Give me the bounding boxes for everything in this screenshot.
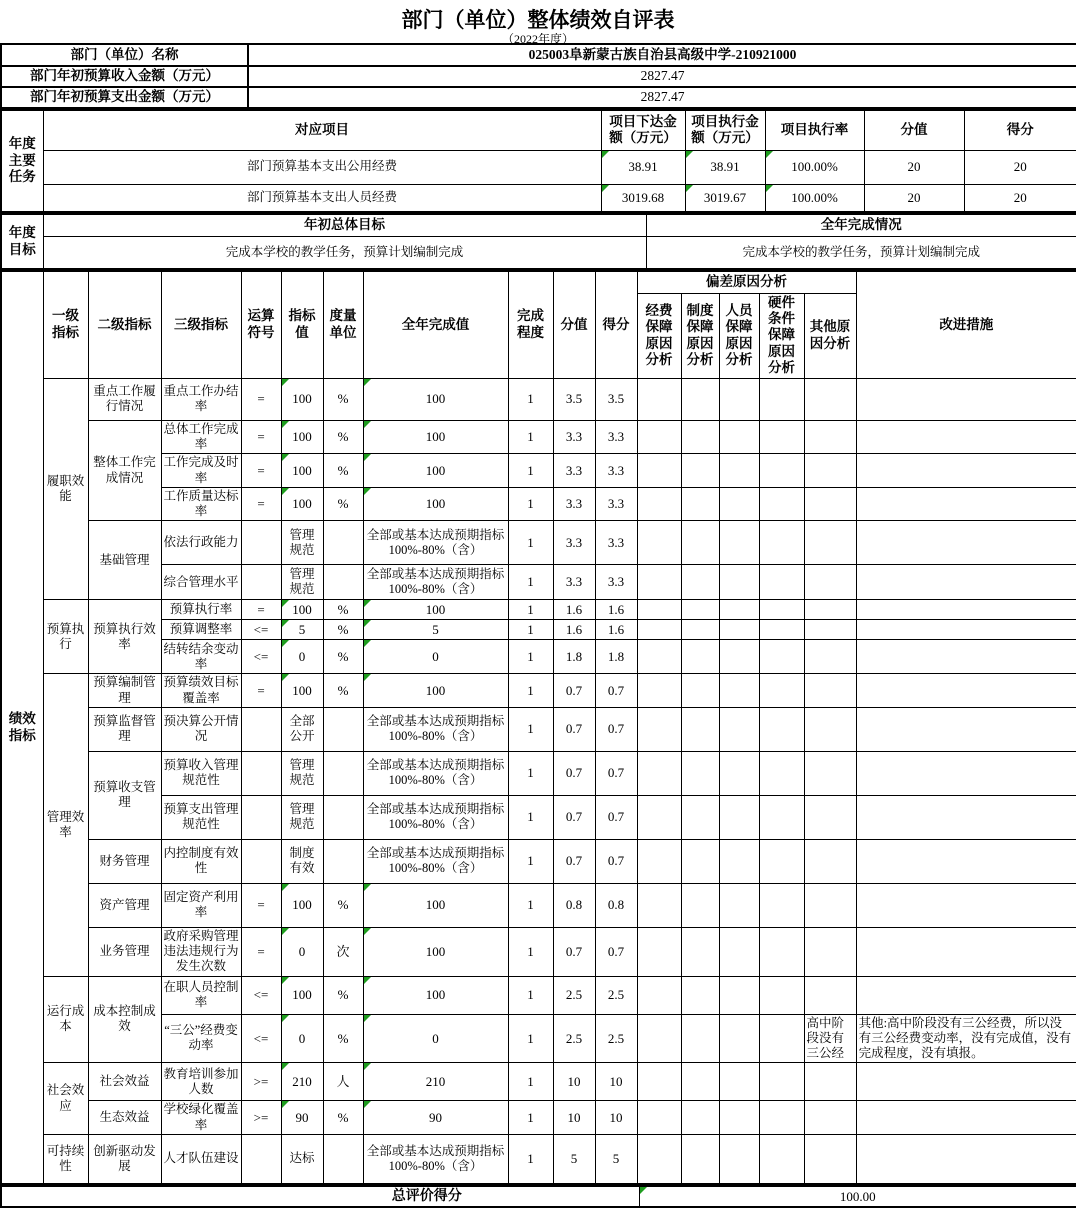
task-project: 部门预算基本支出公用经费 (43, 150, 601, 184)
indicator-l2: 业务管理 (88, 927, 161, 976)
indicator-score: 10 (595, 1063, 637, 1101)
indicator-dev-fund (637, 378, 681, 420)
task-project: 部门预算基本支出人员经费 (43, 184, 601, 212)
indicator-improvement (856, 454, 1076, 488)
indicator-op (241, 521, 281, 565)
col-header-dev-system: 制度保障原因分析 (681, 293, 719, 378)
annual-goals-table (0, 213, 1076, 270)
task-rate: 100.00% (765, 150, 864, 184)
col-header-l2: 二级指标 (88, 271, 161, 378)
indicator-dev-staff (719, 378, 759, 420)
task-executed: 38.91 (685, 150, 765, 184)
indicator-score: 0.7 (595, 751, 637, 795)
indicator-points: 0.7 (553, 674, 595, 708)
indicator-improvement (856, 751, 1076, 795)
indicator-unit: % (323, 487, 363, 521)
indicator-score: 0.7 (595, 707, 637, 751)
indicator-degree: 1 (508, 707, 553, 751)
indicator-degree: 1 (508, 1063, 553, 1101)
indicator-value: 全部或基本达成预期指标100%-80%（含） (363, 839, 508, 883)
col-header-dev-other: 其他原因分析 (804, 293, 856, 378)
indicator-dev-other (804, 378, 856, 420)
indicator-points: 3.3 (553, 487, 595, 521)
indicator-l3: 预算调整率 (161, 620, 241, 640)
indicator-score: 1.8 (595, 640, 637, 674)
indicator-unit: 次 (323, 927, 363, 976)
indicator-l2: 创新驱动发展 (88, 1134, 161, 1184)
indicator-op (241, 751, 281, 795)
indicator-degree: 1 (508, 1101, 553, 1135)
indicator-op: <= (241, 976, 281, 1014)
task-score: 20 (964, 150, 1076, 184)
indicator-target: 100 (281, 454, 323, 488)
indicator-score: 3.3 (595, 454, 637, 488)
indicator-l3: 预算支出管理规范性 (161, 795, 241, 839)
indicator-l3: 总体工作完成率 (161, 420, 241, 454)
indicator-unit (323, 751, 363, 795)
indicator-op: >= (241, 1063, 281, 1101)
excel-corner-marker (766, 185, 773, 192)
indicator-score: 0.7 (595, 839, 637, 883)
indicator-l1: 管理效率 (43, 674, 88, 976)
indicator-improvement (856, 839, 1076, 883)
task-allocated: 38.91 (601, 150, 685, 184)
indicator-target: 全部公开 (281, 707, 323, 751)
indicator-points: 0.7 (553, 707, 595, 751)
indicator-op (241, 1134, 281, 1184)
indicator-l3: 教育培训参加人数 (161, 1063, 241, 1101)
indicator-unit (323, 521, 363, 565)
indicator-value: 100 (363, 420, 508, 454)
indicator-degree: 1 (508, 674, 553, 708)
indicator-target: 管理规范 (281, 795, 323, 839)
indicator-unit: % (323, 640, 363, 674)
indicator-improvement (856, 674, 1076, 708)
indicator-target: 90 (281, 1101, 323, 1135)
excel-corner-marker (686, 151, 693, 158)
indicator-l3: 内控制度有效性 (161, 839, 241, 883)
indicator-improvement (856, 927, 1076, 976)
indicator-target: 100 (281, 976, 323, 1014)
col-header-l1: 一级指标 (43, 271, 88, 378)
indicator-degree: 1 (508, 839, 553, 883)
indicator-unit (323, 1134, 363, 1184)
indicator-points: 2.5 (553, 1014, 595, 1063)
indicator-score: 3.3 (595, 487, 637, 521)
indicator-l1: 可持续性 (43, 1134, 88, 1184)
indicator-degree: 1 (508, 565, 553, 600)
indicator-improvement (856, 707, 1076, 751)
col-header-allocated: 项目下达金额（万元） (601, 110, 685, 150)
indicator-value: 全部或基本达成预期指标100%-80%（含） (363, 707, 508, 751)
indicator-value: 100 (363, 378, 508, 420)
indicator-degree: 1 (508, 976, 553, 1014)
indicator-l2: 预算执行效率 (88, 600, 161, 674)
col-header-points: 分值 (553, 271, 595, 378)
col-header-improvement: 改进措施 (856, 271, 1076, 378)
indicator-l3: 依法行政能力 (161, 521, 241, 565)
indicator-value: 0 (363, 1014, 508, 1063)
indicator-l2: 预算编制管理 (88, 674, 161, 708)
indicator-op: >= (241, 1101, 281, 1135)
info-value-expense: 2827.47 (248, 87, 1076, 108)
indicator-degree: 1 (508, 795, 553, 839)
indicator-target: 管理规范 (281, 751, 323, 795)
indicator-value: 0 (363, 640, 508, 674)
indicator-score: 3.5 (595, 378, 637, 420)
indicator-unit: % (323, 1014, 363, 1063)
task-points: 20 (864, 150, 964, 184)
indicator-op: = (241, 927, 281, 976)
indicator-value: 100 (363, 927, 508, 976)
indicator-op (241, 565, 281, 600)
indicator-target: 0 (281, 1014, 323, 1063)
goal-initial-text: 完成本学校的教学任务，预算计划编制完成 (43, 236, 646, 269)
indicator-l3: 综合管理水平 (161, 565, 241, 600)
indicator-op: = (241, 600, 281, 620)
info-value-department: 025003阜新蒙古族自治县高级中学-210921000 (248, 44, 1076, 66)
indicator-points: 3.3 (553, 420, 595, 454)
excel-corner-marker (686, 185, 693, 192)
indicator-points: 5 (553, 1134, 595, 1184)
indicator-score: 1.6 (595, 600, 637, 620)
indicator-l3: 政府采购管理违法违规行为发生次数 (161, 927, 241, 976)
indicator-score: 3.3 (595, 521, 637, 565)
indicator-l2: 资产管理 (88, 883, 161, 927)
indicator-improvement (856, 620, 1076, 640)
indicator-unit (323, 839, 363, 883)
indicator-unit: % (323, 883, 363, 927)
indicator-degree: 1 (508, 1134, 553, 1184)
indicator-l3: 人才队伍建设 (161, 1134, 241, 1184)
indicator-l2: 社会效益 (88, 1063, 161, 1101)
indicator-improvement (856, 600, 1076, 620)
indicator-target: 100 (281, 487, 323, 521)
page-subtitle: （2022年度） (501, 33, 574, 43)
indicator-unit (323, 565, 363, 600)
indicator-l3: 预算执行率 (161, 600, 241, 620)
indicator-improvement (856, 1101, 1076, 1135)
indicator-degree: 1 (508, 420, 553, 454)
indicator-value: 全部或基本达成预期指标100%-80%（含） (363, 795, 508, 839)
indicator-score: 0.7 (595, 674, 637, 708)
indicator-l3: 在职人员控制率 (161, 976, 241, 1014)
indicator-dev-system (681, 378, 719, 420)
total-score-label: 总评价得分 (1, 1186, 639, 1207)
indicator-improvement: 其他:高中阶段没有三公经费，所以没有三公经费变动率，没有完成值，没有完成程度，没有填报。 (856, 1014, 1076, 1063)
col-header-executed: 项目执行金额（万元） (685, 110, 765, 150)
col-header-dev-staff: 人员保障原因分析 (719, 293, 759, 378)
indicator-degree: 1 (508, 454, 553, 488)
col-header-dev-fund: 经费保障原因分析 (637, 293, 681, 378)
indicator-dev-staff (719, 420, 759, 454)
indicator-points: 10 (553, 1101, 595, 1135)
indicator-unit: % (323, 620, 363, 640)
indicator-points: 3.3 (553, 565, 595, 600)
indicator-target: 100 (281, 600, 323, 620)
indicator-unit: % (323, 976, 363, 1014)
col-header-deviation-analysis: 偏差原因分析 (637, 271, 856, 293)
indicator-l2: 整体工作完成情况 (88, 420, 161, 521)
page-title: 部门（单位）整体绩效自评表 (401, 8, 675, 32)
indicator-l2: 基础管理 (88, 521, 161, 600)
indicator-unit (323, 707, 363, 751)
indicator-target: 管理规范 (281, 521, 323, 565)
col-header-dev-hardware: 硬件条件保障原因分析 (759, 293, 804, 378)
indicator-l3: 预算绩效目标覆盖率 (161, 674, 241, 708)
indicator-degree: 1 (508, 521, 553, 565)
col-header-score: 得分 (595, 271, 637, 378)
indicator-value: 100 (363, 976, 508, 1014)
indicator-improvement (856, 795, 1076, 839)
indicator-degree: 1 (508, 487, 553, 521)
excel-corner-marker (282, 379, 289, 386)
col-header-degree: 完成程度 (508, 271, 553, 378)
indicator-value: 5 (363, 620, 508, 640)
indicator-dev-hardware (759, 378, 804, 420)
indicator-points: 0.7 (553, 795, 595, 839)
indicator-points: 3.3 (553, 454, 595, 488)
indicator-unit (323, 795, 363, 839)
task-points: 20 (864, 184, 964, 212)
indicator-target: 100 (281, 420, 323, 454)
task-rate: 100.00% (765, 184, 864, 212)
indicator-score: 0.8 (595, 883, 637, 927)
indicator-dev-other: 高中阶段没有三公经 (804, 1014, 856, 1063)
indicator-points: 1.6 (553, 620, 595, 640)
indicator-degree: 1 (508, 1014, 553, 1063)
task-score: 20 (964, 184, 1076, 212)
indicator-value: 100 (363, 674, 508, 708)
total-score-table (0, 1185, 1076, 1208)
indicator-points: 3.5 (553, 378, 595, 420)
indicator-l3: 结转结余变动率 (161, 640, 241, 674)
indicator-value: 全部或基本达成预期指标100%-80%（含） (363, 521, 508, 565)
indicator-points: 0.8 (553, 883, 595, 927)
indicator-l3: 学校绿化覆盖率 (161, 1101, 241, 1135)
indicator-l2: 重点工作履行情况 (88, 378, 161, 420)
annual-tasks-table (0, 109, 1076, 213)
goal-completion-text: 完成本学校的教学任务，预算计划编制完成 (646, 236, 1076, 269)
indicator-improvement (856, 378, 1076, 420)
indicator-l2: 预算监督管理 (88, 707, 161, 751)
indicator-op: = (241, 674, 281, 708)
indicator-score: 2.5 (595, 1014, 637, 1063)
info-label: 部门（单位）名称 (1, 44, 248, 66)
indicator-target: 达标 (281, 1134, 323, 1184)
section-label-indicators: 绩效指标 (1, 271, 43, 1184)
indicator-value: 100 (363, 600, 508, 620)
indicator-l3: “三公”经费变动率 (161, 1014, 241, 1063)
task-executed: 3019.67 (685, 184, 765, 212)
indicator-points: 1.8 (553, 640, 595, 674)
indicator-score: 0.7 (595, 795, 637, 839)
indicator-value: 100 (363, 487, 508, 521)
indicator-value: 100 (363, 454, 508, 488)
indicator-l2: 成本控制成效 (88, 976, 161, 1063)
indicator-op: <= (241, 640, 281, 674)
indicator-l3: 工作完成及时率 (161, 454, 241, 488)
indicator-target: 0 (281, 640, 323, 674)
indicator-l3: 预算收入管理规范性 (161, 751, 241, 795)
indicator-target: 100 (281, 883, 323, 927)
indicator-points: 2.5 (553, 976, 595, 1014)
indicator-l3: 预决算公开情况 (161, 707, 241, 751)
indicator-value: 210 (363, 1063, 508, 1101)
indicator-l1: 运行成本 (43, 976, 88, 1063)
indicator-op (241, 839, 281, 883)
indicator-unit: % (323, 454, 363, 488)
indicator-value: 100 (363, 883, 508, 927)
indicator-unit: % (323, 600, 363, 620)
indicator-improvement (856, 487, 1076, 521)
indicator-op: = (241, 420, 281, 454)
col-header-initial-goal: 年初总体目标 (43, 214, 646, 236)
indicator-degree: 1 (508, 751, 553, 795)
indicator-points: 0.7 (553, 927, 595, 976)
info-value-income: 2827.47 (248, 66, 1076, 87)
indicator-target: 100 (281, 674, 323, 708)
col-header-rate: 项目执行率 (765, 110, 864, 150)
col-header-points: 分值 (864, 110, 964, 150)
indicator-op: <= (241, 620, 281, 640)
indicator-improvement (856, 565, 1076, 600)
indicator-score: 0.7 (595, 927, 637, 976)
indicator-value: 全部或基本达成预期指标100%-80%（含） (363, 751, 508, 795)
col-header-target: 指标值 (281, 271, 323, 378)
indicator-l2: 生态效益 (88, 1101, 161, 1135)
indicator-unit: % (323, 1101, 363, 1135)
indicator-unit: % (323, 420, 363, 454)
indicator-score: 1.6 (595, 620, 637, 640)
indicator-improvement (856, 976, 1076, 1014)
indicator-score: 3.3 (595, 420, 637, 454)
col-header-project: 对应项目 (43, 110, 601, 150)
col-header-score: 得分 (964, 110, 1076, 150)
indicator-value: 90 (363, 1101, 508, 1135)
task-allocated: 3019.68 (601, 184, 685, 212)
indicator-target: 0 (281, 927, 323, 976)
indicator-l2: 财务管理 (88, 839, 161, 883)
indicator-degree: 1 (508, 883, 553, 927)
indicator-improvement (856, 1063, 1076, 1101)
info-label: 部门年初预算支出金额（万元） (1, 87, 248, 108)
indicator-degree: 1 (508, 640, 553, 674)
indicator-op: = (241, 454, 281, 488)
excel-corner-marker (364, 379, 371, 386)
indicator-unit: 人 (323, 1063, 363, 1101)
excel-corner-marker (602, 185, 609, 192)
col-header-unit: 度量单位 (323, 271, 363, 378)
indicator-l3: 重点工作办结率 (161, 378, 241, 420)
indicator-dev-hardware (759, 420, 804, 454)
indicator-improvement (856, 521, 1076, 565)
indicator-op (241, 707, 281, 751)
col-header-value: 全年完成值 (363, 271, 508, 378)
indicator-dev-other (804, 420, 856, 454)
indicator-unit: % (323, 378, 363, 420)
indicator-l1: 社会效应 (43, 1063, 88, 1135)
indicator-improvement (856, 640, 1076, 674)
indicator-points: 0.7 (553, 839, 595, 883)
indicator-op: <= (241, 1014, 281, 1063)
indicator-dev-fund (637, 420, 681, 454)
indicator-l1: 履职效能 (43, 378, 88, 600)
col-header-operator: 运算符号 (241, 271, 281, 378)
info-table (0, 43, 1076, 109)
indicator-value: 全部或基本达成预期指标100%-80%（含） (363, 565, 508, 600)
indicator-score: 2.5 (595, 976, 637, 1014)
excel-corner-marker (766, 151, 773, 158)
indicator-op: = (241, 883, 281, 927)
section-label-annual-goals: 年度目标 (1, 214, 43, 269)
section-label-annual-tasks: 年度主要任务 (1, 110, 43, 212)
indicator-l3: 固定资产利用率 (161, 883, 241, 927)
report-header (0, 0, 1076, 43)
indicator-improvement (856, 420, 1076, 454)
indicator-l3: 工作质量达标率 (161, 487, 241, 521)
indicator-improvement (856, 1134, 1076, 1184)
indicator-degree: 1 (508, 600, 553, 620)
indicator-degree: 1 (508, 378, 553, 420)
indicator-points: 3.3 (553, 521, 595, 565)
info-label: 部门年初预算收入金额（万元） (1, 66, 248, 87)
indicator-score: 10 (595, 1101, 637, 1135)
indicator-score: 3.3 (595, 565, 637, 600)
indicator-score: 5 (595, 1134, 637, 1184)
indicator-target: 制度有效 (281, 839, 323, 883)
indicator-target: 5 (281, 620, 323, 640)
indicator-degree: 1 (508, 620, 553, 640)
indicators-table (0, 270, 1076, 1185)
indicator-unit: % (323, 674, 363, 708)
indicator-target: 管理规范 (281, 565, 323, 600)
indicator-points: 1.6 (553, 600, 595, 620)
total-score-value: 100.00 (639, 1186, 1076, 1207)
indicator-dev-system (681, 420, 719, 454)
indicator-improvement (856, 883, 1076, 927)
indicator-op: = (241, 378, 281, 420)
indicator-target: 100 (281, 378, 323, 420)
indicator-l1: 预算执行 (43, 600, 88, 674)
indicator-op: = (241, 487, 281, 521)
indicator-points: 0.7 (553, 751, 595, 795)
indicator-l2: 预算收支管理 (88, 751, 161, 839)
excel-corner-marker (602, 151, 609, 158)
col-header-completion: 全年完成情况 (646, 214, 1076, 236)
excel-corner-marker (640, 1187, 647, 1194)
col-header-l3: 三级指标 (161, 271, 241, 378)
indicator-target: 210 (281, 1063, 323, 1101)
indicator-op (241, 795, 281, 839)
indicator-points: 10 (553, 1063, 595, 1101)
indicator-degree: 1 (508, 927, 553, 976)
indicator-value: 全部或基本达成预期指标100%-80%（含） (363, 1134, 508, 1184)
